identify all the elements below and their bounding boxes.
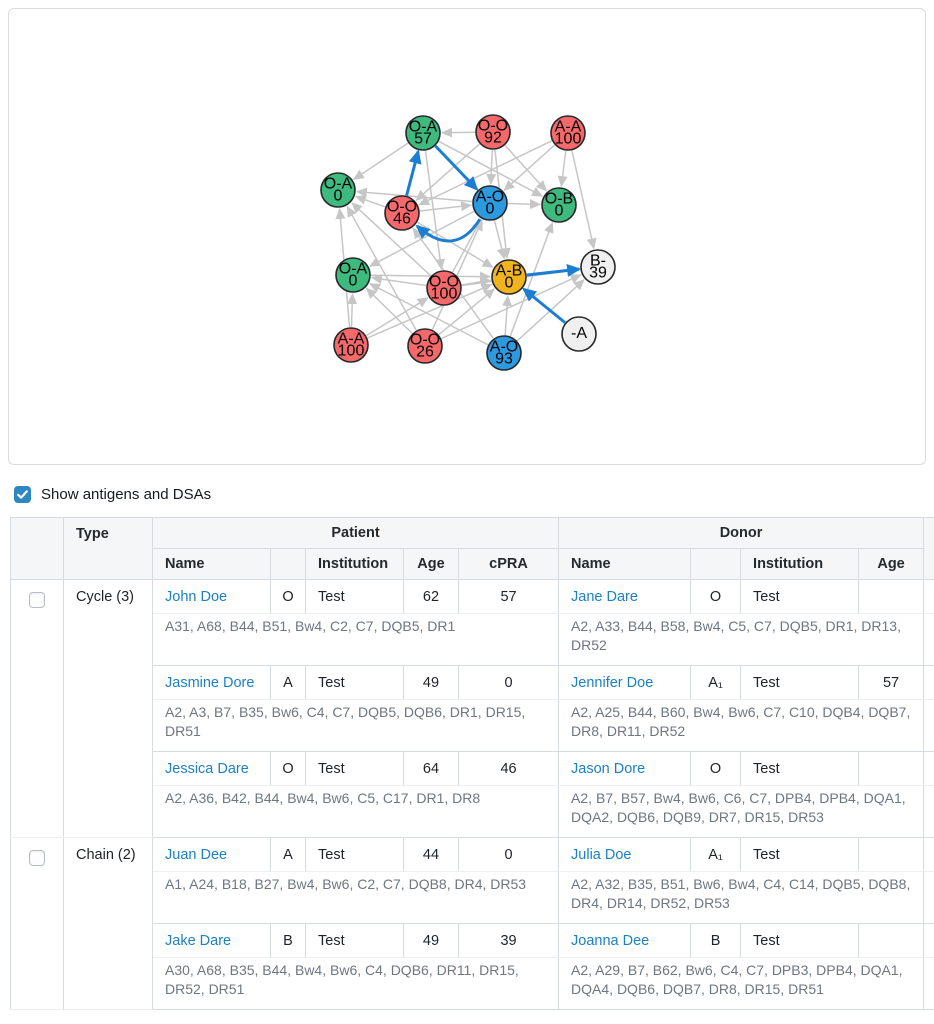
node-label: O-B 0	[544, 190, 574, 220]
node-label: A-O 0	[475, 188, 505, 218]
donor-blood-cell: A₁	[691, 838, 741, 872]
type-cell: Cycle (3)	[64, 580, 153, 838]
donor-group-header: Donor	[559, 518, 924, 549]
donor-institution-cell: Test	[741, 752, 859, 786]
graph-node-A-A-100[interactable]	[334, 328, 368, 362]
sliver-cell	[924, 752, 934, 786]
type-column-header: Type	[64, 518, 153, 580]
exchange-graph	[9, 9, 925, 464]
donor-name-link[interactable]: Julia Doe	[571, 846, 632, 863]
graph-edge	[407, 151, 419, 195]
graph-node-O-A-0[interactable]	[336, 258, 370, 292]
donor-age-cell	[859, 752, 924, 786]
patient-blood-cell: O	[271, 752, 306, 786]
donor-name-cell	[559, 924, 691, 958]
donor-antigens: A2, A25, B44, B60, Bw4, Bw6, C7, C10, DQB4, DQB7, DR8, DR11, DR52	[559, 700, 924, 752]
donor-blood-header	[691, 549, 741, 580]
patient-institution-cell: Test	[306, 580, 404, 614]
patient-institution-cell: Test	[306, 752, 404, 786]
graph-node-A-A-100[interactable]	[551, 116, 585, 150]
check-icon	[16, 488, 29, 501]
graph-node--A[interactable]	[562, 317, 596, 351]
node-label: O-O 26	[409, 331, 441, 361]
donor-antigens: A2, A32, B35, B51, Bw6, Bw4, C4, C14, DQB5, DQB8, DR4, DR14, DR52, DR53	[559, 872, 924, 924]
graph-node-A-O-0[interactable]	[473, 186, 507, 220]
donor-age-cell: 57	[859, 666, 924, 700]
patient-institution-cell: Test	[306, 838, 404, 872]
patient-name-cell	[153, 580, 271, 614]
patient-blood-header	[271, 549, 306, 580]
sliver-cell	[924, 666, 934, 700]
patient-cpra-header: cPRA	[459, 549, 559, 580]
patient-name-link[interactable]: John Doe	[165, 588, 228, 605]
patient-institution-cell: Test	[306, 666, 404, 700]
node-label: A-B 0	[495, 262, 523, 292]
select-column-header	[11, 518, 64, 580]
show-antigens-label: Show antigens and DSAs	[41, 485, 212, 503]
sliver-cell	[924, 700, 934, 752]
exchange-graph-panel	[8, 8, 926, 465]
donor-name-header: Name	[559, 549, 691, 580]
sliver-cell	[924, 872, 934, 924]
donor-name-cell	[559, 752, 691, 786]
table-body	[11, 580, 934, 1010]
donor-blood-cell: B	[691, 924, 741, 958]
patient-name-cell	[153, 666, 271, 700]
graph-node-B--39[interactable]	[581, 250, 615, 284]
graph-node-O-O-100[interactable]	[427, 271, 461, 305]
patient-antigens: A2, A36, B42, B44, Bw4, Bw6, C5, C17, DR1, DR8	[153, 786, 559, 838]
node-label: A-A 100	[554, 118, 582, 148]
select-cell	[11, 580, 64, 838]
patient-institution-cell: Test	[306, 924, 404, 958]
patient-cpra-cell: 39	[459, 924, 559, 958]
donor-age-cell	[859, 838, 924, 872]
graph-edge	[354, 143, 408, 179]
patient-name-link[interactable]: Jessica Dare	[165, 760, 249, 777]
patient-group-header: Patient	[153, 518, 559, 549]
graph-edge	[505, 296, 508, 335]
donor-name-link[interactable]: Jason Dore	[571, 760, 646, 777]
sliver-cell	[924, 580, 934, 614]
graph-edge	[417, 222, 492, 267]
patient-age-cell: 49	[404, 666, 459, 700]
donor-name-link[interactable]: Jennifer Doe	[571, 674, 654, 691]
donor-blood-cell: O	[691, 580, 741, 614]
donor-name-link[interactable]: Joanna Dee	[571, 932, 650, 949]
sliver-cell	[924, 924, 934, 958]
sliver-cell	[924, 614, 934, 666]
matches-table	[10, 517, 934, 1010]
patient-institution-header: Institution	[306, 549, 404, 580]
patient-antigens: A31, A68, B44, B51, Bw4, C2, C7, DQB5, DR1	[153, 614, 559, 666]
type-cell: Chain (2)	[64, 838, 153, 1010]
donor-age-cell	[859, 924, 924, 958]
donor-antigens: A2, B7, B57, Bw4, Bw6, C6, C7, DPB4, DPB4, DQA1, DQA2, DQB6, DQB9, DR7, DR15, DR53	[559, 786, 924, 838]
sliver-cell	[924, 786, 934, 838]
patient-cpra-cell: 46	[459, 752, 559, 786]
pair-row	[11, 838, 934, 872]
patient-antigens: A2, A3, B7, B35, Bw6, C4, C7, DQB5, DQB6, DR1, DR15, DR51	[153, 700, 559, 752]
patient-cpra-cell: 57	[459, 580, 559, 614]
patient-blood-cell: A	[271, 838, 306, 872]
graph-edge	[561, 151, 565, 186]
sliver-cell	[924, 958, 934, 1010]
patient-antigens: A30, A68, B35, B44, Bw4, Bw6, C4, DQB6, DR11, DR15, DR52, DR51	[153, 958, 559, 1010]
patient-age-cell: 49	[404, 924, 459, 958]
graph-node-A-B-0[interactable]	[492, 260, 526, 294]
node-label: O-O 100	[428, 273, 460, 303]
donor-name-cell	[559, 838, 691, 872]
patient-age-cell: 62	[404, 580, 459, 614]
graph-edge	[524, 289, 565, 323]
patient-age-cell: 44	[404, 838, 459, 872]
patient-blood-cell: B	[271, 924, 306, 958]
donor-name-cell	[559, 666, 691, 700]
matches-table-wrap	[10, 517, 934, 1010]
node-label: O-O 92	[477, 117, 509, 147]
node-label: -A	[571, 325, 587, 342]
patient-age-cell: 64	[404, 752, 459, 786]
donor-name-link[interactable]: Jane Dare	[571, 588, 638, 605]
node-label: O-A 0	[338, 260, 368, 290]
donor-name-cell	[559, 580, 691, 614]
node-label: B-39	[589, 252, 607, 282]
donor-age-header: Age	[859, 549, 924, 580]
graph-edge	[356, 196, 385, 206]
donor-institution-cell: Test	[741, 924, 859, 958]
table-header	[11, 518, 934, 580]
show-antigens-control	[14, 485, 934, 503]
graph-edge	[508, 204, 540, 205]
patient-name-link[interactable]: Juan Dee	[165, 846, 228, 863]
patient-blood-cell: O	[271, 580, 306, 614]
patient-age-header: Age	[404, 549, 459, 580]
select-cell	[11, 838, 64, 1010]
donor-institution-header: Institution	[741, 549, 859, 580]
show-antigens-checkbox[interactable]	[14, 486, 31, 503]
patient-name-cell	[153, 752, 271, 786]
donor-antigens: A2, A29, B7, B62, Bw6, C4, C7, DPB3, DPB4, DQA1, DQA4, DQB6, DQB7, DR8, DR15, DR51	[559, 958, 924, 1010]
donor-institution-cell: Test	[741, 666, 859, 700]
row-checkbox[interactable]	[29, 850, 45, 866]
graph-edge	[372, 278, 426, 286]
graph-node-O-O-26[interactable]	[408, 329, 442, 363]
patient-name-link[interactable]: Jasmine Dore	[165, 674, 255, 691]
patient-antigens: A1, A24, B18, B27, Bw4, Bw6, C2, C7, DQB8, DR4, DR53	[153, 872, 559, 924]
node-label: A-O 93	[489, 338, 519, 368]
donor-institution-cell: Test	[741, 838, 859, 872]
graph-edge	[491, 150, 492, 184]
graph-node-O-A-0[interactable]	[321, 173, 355, 207]
patient-name-cell	[153, 924, 271, 958]
graph-node-A-O-93[interactable]	[487, 336, 521, 370]
sliver-column-header	[924, 518, 934, 580]
donor-blood-cell: O	[691, 752, 741, 786]
row-checkbox[interactable]	[29, 592, 45, 608]
patient-name-header: Name	[153, 549, 271, 580]
donor-institution-cell: Test	[741, 580, 859, 614]
patient-blood-cell: A	[271, 666, 306, 700]
node-label: O-O 46	[386, 198, 418, 228]
node-label: O-A 0	[323, 175, 353, 205]
patient-cpra-cell: 0	[459, 838, 559, 872]
graph-edge	[420, 205, 471, 211]
patient-name-cell	[153, 838, 271, 872]
sliver-cell	[924, 838, 934, 872]
donor-age-cell	[859, 580, 924, 614]
patient-name-link[interactable]: Jake Dare	[165, 932, 232, 949]
patient-cpra-cell: 0	[459, 666, 559, 700]
node-label: O-A 57	[408, 118, 438, 148]
graph-node-O-A-57[interactable]	[406, 116, 440, 150]
graph-edge	[352, 294, 353, 327]
graph-node-O-O-92[interactable]	[476, 115, 510, 149]
graph-node-O-B-0[interactable]	[542, 188, 576, 222]
donor-blood-cell: A₁	[691, 666, 741, 700]
graph-node-O-O-46[interactable]	[385, 196, 419, 230]
node-label: A-A 100	[337, 330, 365, 360]
pair-row	[11, 580, 934, 614]
graph-edges	[340, 132, 594, 344]
donor-antigens: A2, A33, B44, B58, Bw4, C5, C7, DQB5, DR1, DR13, DR52	[559, 614, 924, 666]
